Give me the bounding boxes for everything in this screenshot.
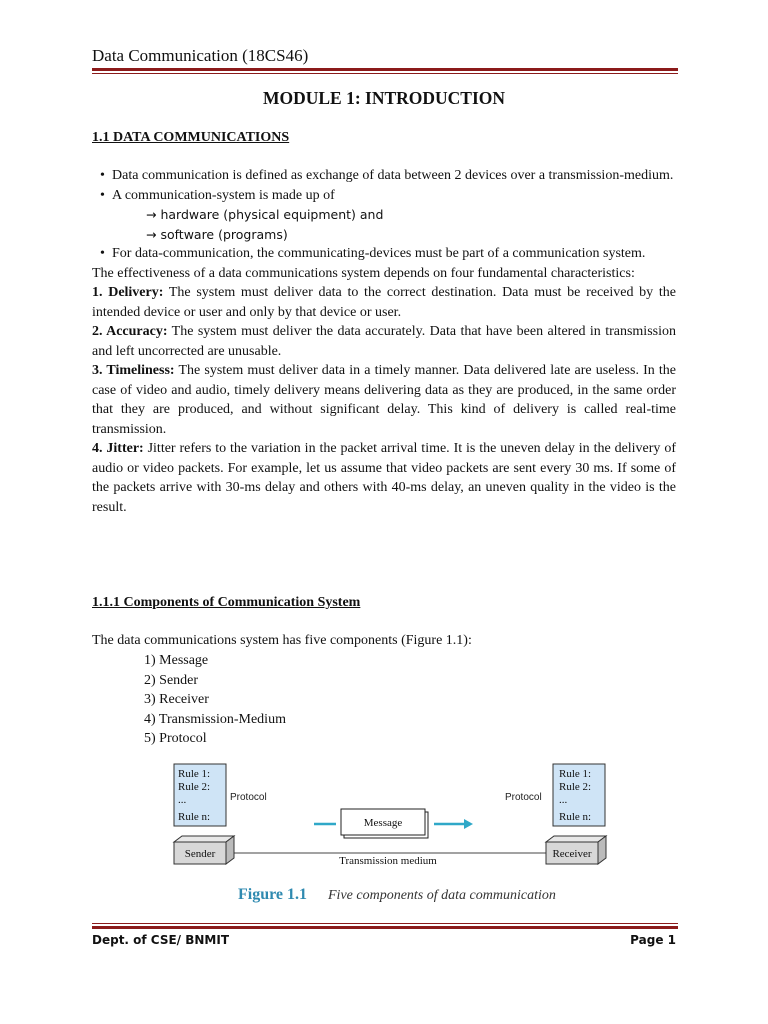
figure-components-diagram	[164, 758, 614, 908]
footer-rule-thick	[92, 926, 678, 929]
bullet-item	[92, 186, 676, 206]
bullet-dot: •	[100, 187, 105, 203]
software-line: → software (programs)	[146, 226, 288, 242]
characteristic-timeliness	[92, 361, 676, 439]
right-rule-text: Rule n:	[559, 811, 592, 823]
bullet-text: For data-communication, the communicating-devices must be part of a communication system.	[112, 246, 646, 261]
characteristic-label: 1. Delivery:	[92, 285, 164, 300]
header-rule-thick	[92, 68, 678, 71]
left-rule-text: Rule 1:	[178, 768, 211, 780]
sender-label: Sender	[184, 848, 216, 860]
components-list	[144, 651, 286, 749]
list-item: 5) Protocol	[144, 731, 207, 746]
receiver-top	[546, 836, 606, 842]
medium-label: Transmission medium	[339, 855, 437, 867]
left-rule-text: Rule n:	[178, 811, 211, 823]
figure-caption-text: Five components of data communication	[328, 888, 556, 903]
characteristic-jitter	[92, 439, 676, 517]
bullet-item	[92, 166, 676, 186]
header-title: Data Communication (18CS46)	[92, 46, 309, 65]
right-rule-text: Rule 2:	[559, 781, 592, 793]
list-item: 4) Transmission-Medium	[144, 711, 286, 727]
characteristic-text: The system must deliver the data accurately. Data that have been altered in transmission and left uncorrected are unusable.	[92, 324, 676, 359]
right-rule-text: Rule 1:	[559, 768, 592, 780]
list-item: 3) Receiver	[144, 692, 209, 707]
bullet-item	[92, 244, 676, 264]
characteristic-delivery	[92, 283, 676, 322]
footer-page-number: Page 1	[630, 933, 676, 947]
hardware-line: → hardware (physical equipment) and	[146, 207, 384, 222]
bullet-text: A communication-system is made up of	[112, 187, 335, 203]
section-title: 1.1 DATA COMMUNICATIONS	[92, 130, 290, 145]
header-rule-thin	[92, 73, 678, 74]
footer-rule-thin	[92, 923, 678, 924]
bullet-dot: •	[100, 168, 105, 183]
characteristic-text: The system must deliver data to the correct destination. Data must be received by the intended device or user and only by that device or user.	[92, 285, 676, 320]
sender-top	[174, 836, 234, 842]
message-label: Message	[363, 817, 403, 829]
characteristic-label: 4. Jitter:	[92, 441, 144, 456]
protocol-label-left: Protocol	[230, 792, 267, 803]
characteristic-text: The system must deliver data in a timely manner. Data delivered late are useless. In the case of video and audio, timely delivery means delivering data as they are produced, in the same order that they are produced, and without significant delay. This kind of delivery is called real-time transmission.	[92, 363, 676, 437]
right-rule-text: ...	[559, 794, 568, 806]
characteristic-text: Jitter refers to the variation in the packet arrival time. It is the uneven delay in the delivery of audio or video packets. For example, let us assume that video packets are sent every 30 ms. If some of the packets arrive with 30-ms delay and others with 40-ms delay, an uneven quality in the video is the result.	[92, 441, 676, 515]
receiver-label: Receiver	[552, 848, 592, 860]
main-content	[92, 166, 676, 517]
components-intro: The data communications system has five components (Figure 1.1):	[92, 633, 472, 648]
characteristic-label: 3. Timeliness:	[92, 363, 175, 378]
effectiveness-paragraph: The effectiveness of a data communications system depends on four fundamental characteristics:	[92, 265, 635, 281]
characteristic-accuracy	[92, 322, 676, 361]
protocol-label-right: Protocol	[505, 792, 542, 803]
left-rule-text: ...	[178, 794, 187, 806]
list-item: 2) Sender	[144, 672, 199, 688]
figure-caption-number: Figure 1.1	[238, 886, 308, 903]
subsection-title: 1.1.1 Components of Communication System	[92, 595, 361, 610]
list-item: 1) Message	[144, 653, 209, 668]
bullet-text: Data communication is defined as exchange of data between 2 devices over a transmission-medium.	[112, 168, 674, 183]
footer-department: Dept. of CSE/ BNMIT	[92, 933, 230, 947]
left-rule-text: Rule 2:	[178, 781, 211, 793]
module-title: MODULE 1: INTRODUCTION	[262, 88, 506, 108]
characteristic-label: 2. Accuracy:	[92, 324, 168, 339]
bullet-dot: •	[100, 246, 105, 261]
arrow-head	[464, 819, 473, 829]
